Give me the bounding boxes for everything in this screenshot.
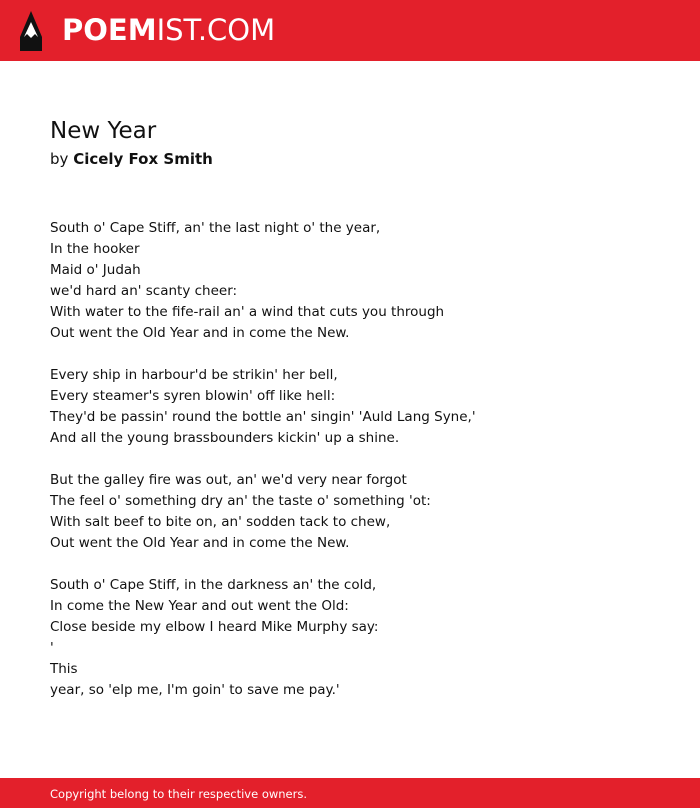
poem-line: year, so 'elp me, I'm goin' to save me pay.' xyxy=(50,682,340,698)
poem-line: Out went the Old Year and in come the New. xyxy=(50,535,350,551)
poem-line: South o' Cape Stiff, in the darkness an' the cold, xyxy=(50,577,377,593)
poem-line: With salt beef to bite on, an' sodden tack to chew, xyxy=(50,514,391,530)
poem-line: In come the New Year and out went the Old: xyxy=(50,598,349,614)
poem-stanza xyxy=(50,575,670,701)
poem-line: Every steamer's syren blowin' off like hell: xyxy=(50,388,336,404)
poem-stanza xyxy=(50,218,670,344)
poem-line: And all the young brassbounders kickin' up a shine. xyxy=(50,430,400,446)
poem-line: ' xyxy=(50,640,54,656)
copyright-notice: Copyright belong to their respective owners. xyxy=(50,787,308,801)
poem-line: Maid o' Judah xyxy=(50,262,141,278)
poem-line: This xyxy=(50,661,78,677)
poem-line: Every ship in harbour'd be strikin' her bell, xyxy=(50,367,338,383)
poem-title: New Year xyxy=(50,118,157,144)
poem-stanza xyxy=(50,470,670,554)
poem-body xyxy=(50,218,670,701)
poem-author: Cicely Fox Smith xyxy=(73,150,213,168)
poem-line: With water to the fife-rail an' a wind that cuts you through xyxy=(50,304,445,320)
poem-line: Close beside my elbow I heard Mike Murphy say: xyxy=(50,619,379,635)
logo-text-light: IST.COM xyxy=(156,13,276,47)
site-logo[interactable] xyxy=(62,12,275,48)
logo-text-bold: POEM xyxy=(62,13,157,47)
poem-line: Out went the Old Year and in come the New. xyxy=(50,325,350,341)
pencil-logo-icon[interactable] xyxy=(18,10,44,52)
poem-line: South o' Cape Stiff, an' the last night o' the year, xyxy=(50,220,381,236)
poem-line: we'd hard an' scanty cheer: xyxy=(50,283,238,299)
site-footer xyxy=(0,778,700,808)
byline-prefix: by xyxy=(50,150,69,168)
poem-line: In the hooker xyxy=(50,241,140,257)
poem-stanza xyxy=(50,365,670,449)
poem-line: But the galley fire was out, an' we'd very near forgot xyxy=(50,472,407,488)
poem-line: They'd be passin' round the bottle an' singin' 'Auld Lang Syne,' xyxy=(50,409,476,425)
poem-byline xyxy=(50,148,213,170)
poem-line: The feel o' something dry an' the taste o' something 'ot: xyxy=(50,493,431,509)
site-header xyxy=(0,0,700,61)
